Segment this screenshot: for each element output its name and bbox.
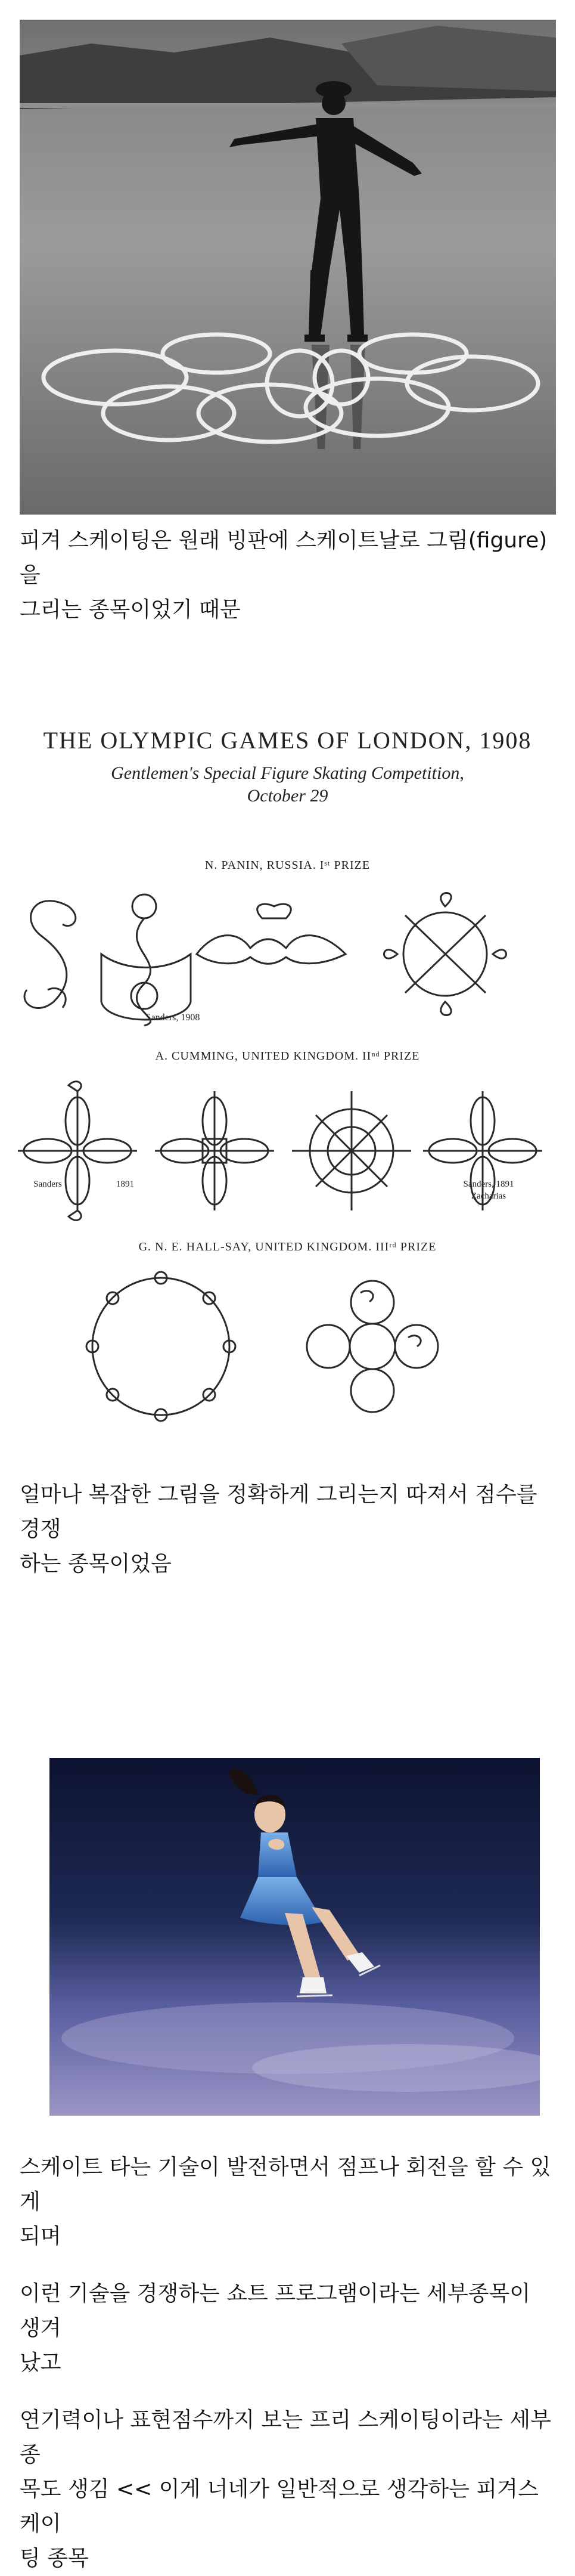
caption-4: [20, 2277, 556, 2380]
prize-2-label: A. CUMMING, UNITED KINGDOM. IIⁿᵈ PRIZE: [155, 1049, 420, 1063]
modern-skater-photo: [49, 1758, 540, 2116]
caption-line: 그리는 종목이었기 때문: [20, 597, 241, 622]
historical-skater-photo: [20, 20, 556, 515]
caption-line: 얼마나 복잡한 그림을 정확하게 그리는지 따져서 점수를 경쟁: [20, 1482, 537, 1541]
credit-zacharias: Zacharias: [471, 1191, 506, 1201]
prize-3-label: G. N. E. HALL-SAY, UNITED KINGDOM. IIIʳᵈ PRIZE: [138, 1240, 437, 1253]
prize-1-figures: [12, 883, 563, 1032]
credit-1891: 1891: [116, 1179, 134, 1189]
document-date: October 29: [247, 786, 328, 806]
document-title: THE OLYMPIC GAMES OF LONDON, 1908: [43, 727, 532, 754]
prize-1-label: N. PANIN, RUSSIA. Iˢᵗ PRIZE: [204, 859, 371, 872]
caption-line: 되며: [20, 2224, 61, 2249]
caption-line: 스케이트 타는 기술이 발전하면서 점프나 회전을 할 수 있게: [20, 2155, 551, 2214]
caption-line: 하는 종목이었음: [20, 1552, 172, 1576]
caption-5: [20, 2403, 556, 2576]
caption-line: 목도 생김 << 이게 너네가 일반적으로 생각하는 피겨스케이: [20, 2477, 539, 2536]
caption-3: [20, 2150, 556, 2254]
caption-line: 이런 기술을 경쟁하는 쇼트 프로그램이라는 세부종목이 생겨: [20, 2281, 531, 2340]
credit-sanders-1908: Sanders, 1908: [145, 1013, 200, 1023]
caption-line: 팅 종목: [20, 2546, 89, 2571]
credit-sanders-1891: Sanders, 1891: [463, 1179, 514, 1189]
prize-3-figures: [12, 1263, 563, 1430]
caption-1: [20, 524, 556, 627]
olympic-1908-document: [12, 726, 563, 1466]
document-subtitle: Gentlemen's Special Figure Skating Competition,: [111, 763, 464, 783]
caption-line: 났고: [20, 2351, 61, 2375]
prize-2-figures: [12, 1073, 563, 1228]
caption-line: 피겨 스케이팅은 원래 빙판에 스케이트날로 그림(figure)을: [20, 528, 548, 587]
caption-line: 연기력이나 표현점수까지 보는 프리 스케이팅이라는 세부종: [20, 2408, 551, 2467]
credit-sanders: Sanders: [33, 1179, 62, 1189]
caption-2: [20, 1478, 556, 1581]
